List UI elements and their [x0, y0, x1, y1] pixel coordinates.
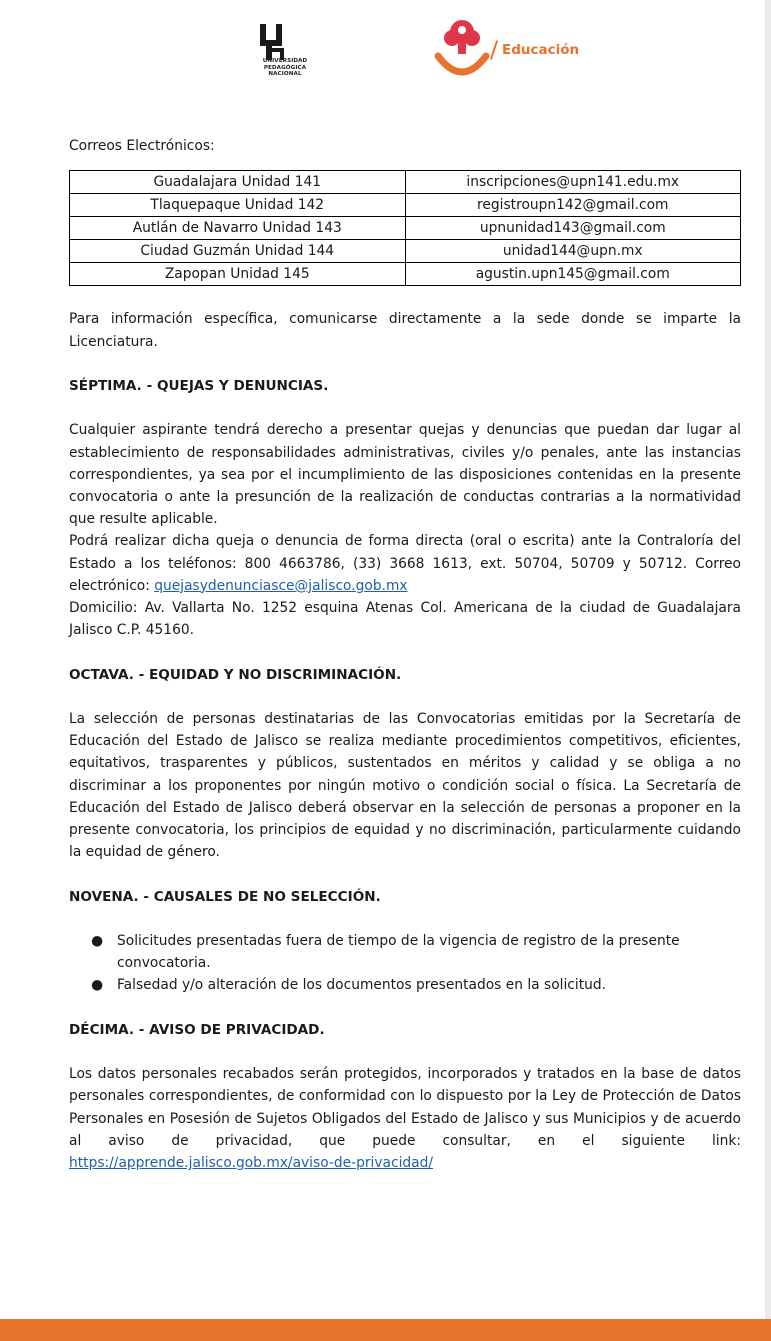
- sede-cell: Zapopan Unidad 145: [70, 263, 406, 286]
- table-row: [70, 240, 741, 263]
- educacion-logo-divider: [490, 40, 498, 60]
- upn-logo-line: PEDAGÓGICA: [263, 64, 307, 71]
- jalisco-logo-mark-icon: [434, 16, 490, 80]
- sede-cell: Ciudad Guzmán Unidad 144: [70, 240, 406, 263]
- email-cell: unidad144@upn.mx: [405, 240, 741, 263]
- section-heading-decima: DÉCIMA. - AVISO DE PRIVACIDAD.: [69, 1021, 325, 1038]
- septima-paragraph-3: Domicilio: Av. Vallarta No. 1252 esquina Atenas Col. Americana de la ciudad de Guadalajara Jalisco C.P. 45160.: [69, 600, 741, 639]
- table-row: [70, 217, 741, 240]
- novena-list: [69, 930, 741, 997]
- upn-logo: [250, 22, 320, 82]
- septima-paragraph-2-text: Podrá realizar dicha queja o denuncia de forma directa (oral o escrita) ante la Contraloría del Estado a los teléfonos: 800 4663786, (33) 3668 1613, ext. 50704, 50709 y 50712. Correo electrónico:: [69, 533, 741, 594]
- quejas-email-link[interactable]: quejasydenunciasce@jalisco.gob.mx: [154, 577, 408, 594]
- section-heading-novena: NOVENA. - CAUSALES DE NO SELECCIÓN.: [69, 888, 381, 905]
- bullet-icon: ●: [91, 977, 104, 994]
- document-body: [69, 135, 741, 1174]
- footer-accent-bar: [0, 1319, 771, 1341]
- email-cell: upnunidad143@gmail.com: [405, 217, 741, 240]
- sede-cell: Tlaquepaque Unidad 142: [70, 194, 406, 217]
- upn-logo-line: NACIONAL: [268, 71, 302, 78]
- sede-cell: Guadalajara Unidad 141: [70, 171, 406, 194]
- upn-logo-line: UNIVERSIDAD: [262, 58, 308, 64]
- septima-paragraph-2: [69, 530, 741, 597]
- decima-paragraph: [69, 1063, 741, 1174]
- emails-table: [69, 170, 741, 286]
- educacion-logo-label: Educación: [502, 42, 580, 58]
- emails-intro: Correos Electrónicos:: [69, 138, 215, 154]
- list-item-text: Solicitudes presentadas fuera de tiempo de la vigencia de registro de la presente convocatoria.: [117, 932, 680, 972]
- privacy-notice-link[interactable]: https://apprende.jalisco.gob.mx/aviso-de-privacidad/: [69, 1154, 434, 1171]
- table-row: [70, 171, 741, 194]
- email-cell: inscripciones@upn141.edu.mx: [405, 171, 741, 194]
- page-edge-shadow: [765, 0, 771, 1320]
- septima-paragraph-1: Cualquier aspirante tendrá derecho a presentar quejas y denuncias que puedan dar lugar al establecimiento de responsabilidades administrativas, civiles y/o penales, ante las instancias correspondientes, ya sea por el incumplimiento de las disposiciones contenidas en la presente convocatoria o ante la presunción de la realización de conductas contrarias a la normatividad que resulte aplicable.: [69, 422, 741, 528]
- email-cell: agustin.upn145@gmail.com: [405, 263, 741, 286]
- list-item: [69, 974, 741, 996]
- bullet-icon: ●: [91, 932, 104, 949]
- educacion-logo: [434, 16, 579, 82]
- email-cell: registroupn142@gmail.com: [405, 194, 741, 217]
- section-heading-septima: SÉPTIMA. - QUEJAS Y DENUNCIAS.: [69, 377, 329, 394]
- section-heading-octava: OCTAVA. - EQUIDAD Y NO DISCRIMINACIÓN.: [69, 666, 402, 683]
- octava-paragraph: La selección de personas destinatarias de las Convocatorias emitidas por la Secretaría de Educación del Estado de Jalisco se realiza mediante procedimientos competitivos, eficientes, equitativos, trasparentes y públicos, sustentados en méritos y calidad y se obliga a no discriminar a los proponentes por ningún motivo o condición social o física. La Secretaría de Educación del Estado de Jalisco deberá observar en la selección de personas a proponer en la presente convocatoria, los principios de equidad y no discriminación, particularmente cuidando la equidad de género.: [69, 710, 741, 861]
- decima-paragraph-text: Los datos personales recabados serán protegidos, incorporados y tratados en la base de datos personales correspondientes, de conformidad con lo dispuesto por la Ley de Protección de Datos Personales en Posesión de Sujetos Obligados del Estado de Jalisco y sus Municipios y de acuerdo al aviso de privacidad, que puede consultar, en el siguiente link:: [69, 1066, 741, 1149]
- sede-cell: Autlán de Navarro Unidad 143: [70, 217, 406, 240]
- list-item: [69, 930, 741, 974]
- emails-note: Para información específica, comunicarse directamente a la sede donde se imparte la Licenciatura.: [69, 311, 741, 350]
- table-row: [70, 194, 741, 217]
- page-header: [0, 14, 771, 84]
- table-row: [70, 263, 741, 286]
- list-item-text: Falsedad y/o alteración de los documentos presentados en la solicitud.: [117, 977, 607, 994]
- upn-logo-text: [250, 58, 320, 78]
